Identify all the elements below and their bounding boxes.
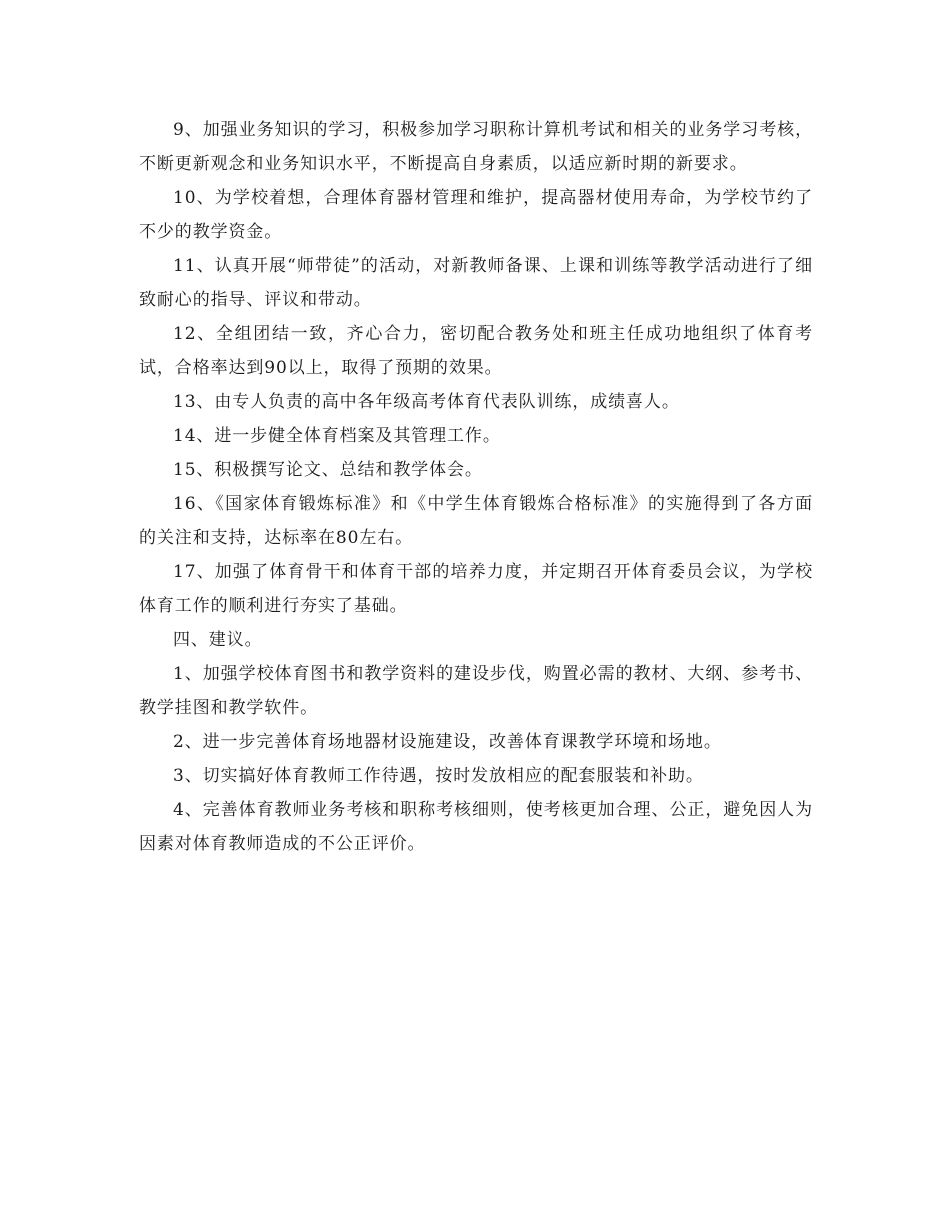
paragraph-item-13: 13、由专人负责的高中各年级高考体育代表队训练，成绩喜人。 xyxy=(173,392,680,412)
suggestion-item-3: 3、切实搞好体育教师工作待遇，按时发放相应的配套服装和补助。 xyxy=(173,766,704,786)
paragraph-item-11: 11、认真开展“师带徒”的活动，对新教师备课、上课和训练等教学活动进行了细致耐心的指导、评议和带动。 xyxy=(139,256,813,310)
suggestion-item-1: 1、加强学校体育图书和教学资料的建设步伐，购置必需的教材、大纲、参考书、教学挂图和教学软件。 xyxy=(139,664,813,718)
paragraph-item-15: 15、积极撰写论文、总结和教学体会。 xyxy=(173,460,483,480)
paragraph-item-12: 12、全组团结一致，齐心合力，密切配合教务处和班主任成功地组织了体育考试，合格率达到90以上，取得了预期的效果。 xyxy=(139,324,813,378)
suggestion-item-4: 4、完善体育教师业务考核和职称考核细则，使考核更加合理、公正，避免因人为因素对体育教师造成的不公正评价。 xyxy=(139,800,813,854)
section-heading-suggestions: 四、建议。 xyxy=(173,630,263,650)
paragraph-item-9: 9、加强业务知识的学习，积极参加学习职称计算机考试和相关的业务学习考核，不断更新观念和业务知识水平，不断提高自身素质，以适应新时期的新要求。 xyxy=(139,120,813,174)
paragraph-item-16: 16、《国家体育锻炼标准》和《中学生体育锻炼合格标准》的实施得到了各方面的关注和支持，达标率在80左右。 xyxy=(139,494,813,548)
paragraph-item-14: 14、进一步健全体育档案及其管理工作。 xyxy=(173,426,501,446)
suggestion-item-2: 2、进一步完善体育场地器材设施建设，改善体育课教学环境和场地。 xyxy=(173,732,722,752)
paragraph-item-17: 17、加强了体育骨干和体育干部的培养力度，并定期召开体育委员会议，为学校体育工作的顺利进行夯实了基础。 xyxy=(139,562,813,616)
document-body xyxy=(139,113,813,861)
paragraph-item-10: 10、为学校着想，合理体育器材管理和维护，提高器材使用寿命，为学校节约了不少的教学资金。 xyxy=(139,188,813,242)
